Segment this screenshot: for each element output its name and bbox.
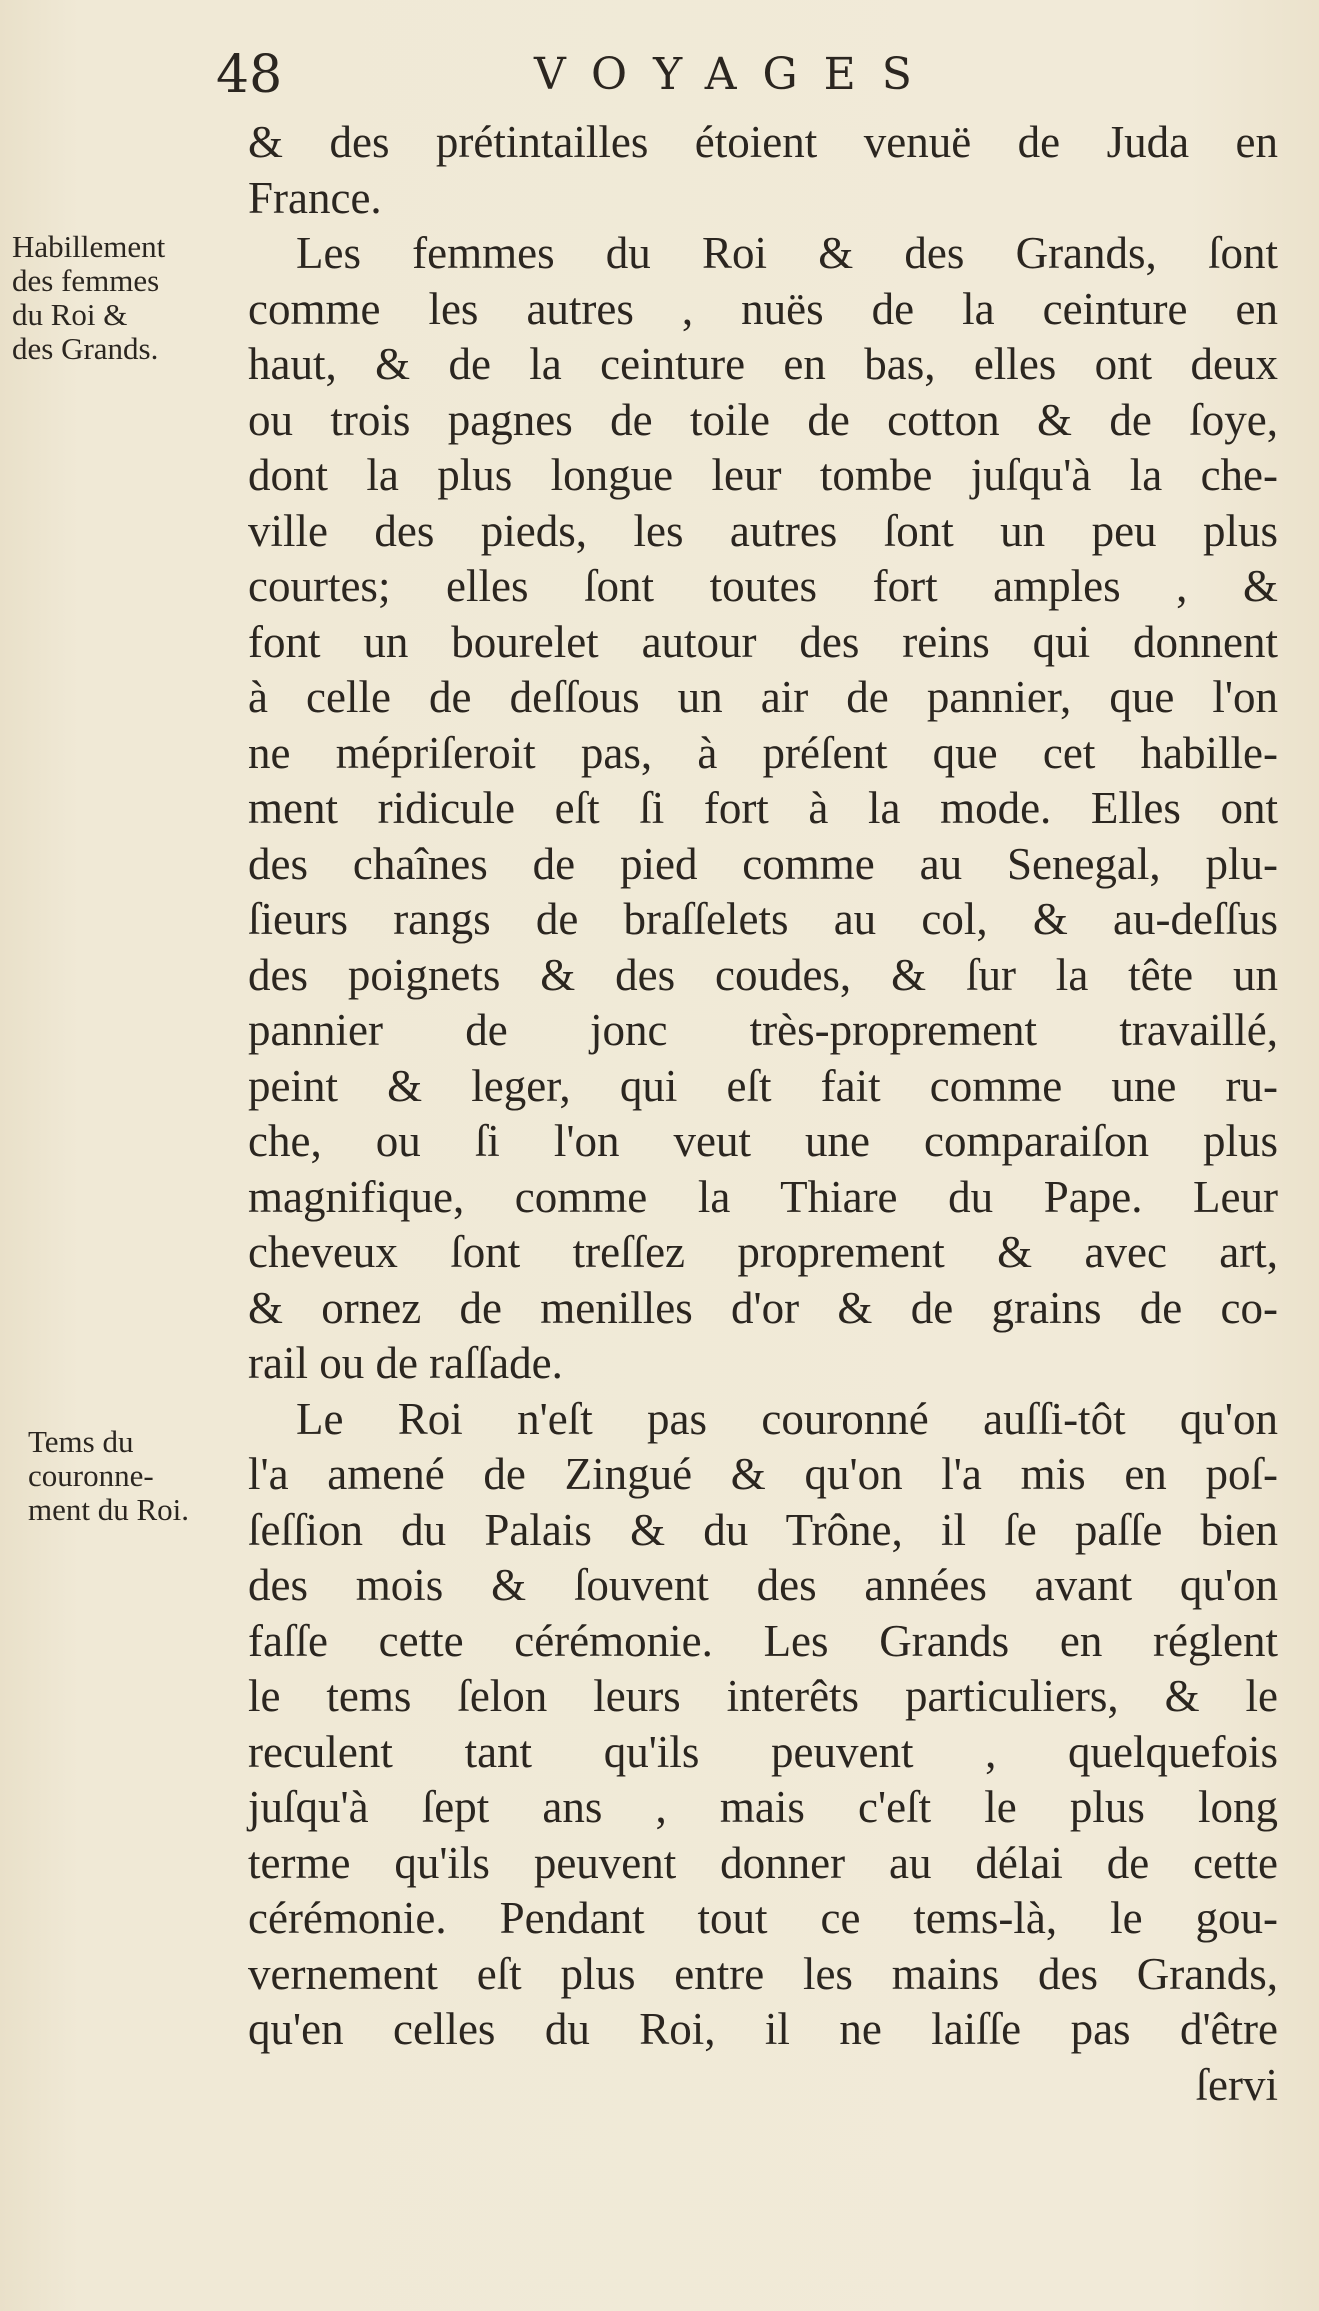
text-line: courtes; elles ſont toutes fort amples , &: [248, 561, 1278, 611]
margin-note-line: couronne-: [28, 1458, 154, 1493]
text-line: rail ou de raſſade.: [248, 1338, 563, 1388]
margin-note-line: Tems du: [28, 1424, 134, 1459]
text-line: haut, & de la ceinture en bas, elles ont deux: [248, 339, 1278, 389]
margin-note-coronation: [28, 1425, 189, 1527]
margin-note-line: ment du Roi.: [28, 1492, 190, 1527]
text-line: peint & leger, qui eſt fait comme une ru-: [248, 1060, 1278, 1111]
text-line: France.: [248, 172, 382, 223]
text-line: cérémonie. Pendant tout ce tems-là, le gou-: [248, 1893, 1278, 1943]
page-header: [216, 40, 976, 110]
text-line: terme qu'ils peuvent donner au délai de cette: [248, 1837, 1278, 1888]
body-text: [248, 115, 1278, 2113]
text-line: ou trois pagnes de toile de cotton & de ſoye,: [248, 394, 1278, 445]
page-number: 48: [216, 45, 283, 105]
text-line: des mois & ſouvent des années avant qu'on: [248, 1560, 1278, 1610]
text-line: des poignets & des coudes, & ſur la tête un: [248, 949, 1278, 1000]
text-line: ne mépriſeroit pas, à préſent que cet habille-: [248, 727, 1278, 778]
text-line: ment ridicule eſt ſi fort à la mode. Elles ont: [248, 783, 1278, 833]
text-line: juſqu'à ſept ans , mais c'eſt le plus long: [248, 1782, 1278, 1832]
text-line: faſſe cette cérémonie. Les Grands en réglent: [248, 1615, 1278, 1666]
catchword: ſervi: [1195, 2059, 1278, 2110]
text-line: dont la plus longue leur tombe juſqu'à la che-: [248, 450, 1278, 500]
text-line: reculent tant qu'ils peuvent , quelquefois: [248, 1726, 1278, 1777]
text-line: vernement eſt plus entre les mains des Grands,: [248, 1948, 1278, 1999]
margin-note-line: Habillement: [12, 229, 166, 264]
text-line: l'a amené de Zingué & qu'on l'a mis en poſ-: [248, 1449, 1278, 1499]
text-line: Le Roi n'eſt pas couronné auſſi-tôt qu'on: [296, 1393, 1278, 1444]
text-line: & des prétintailles étoient venuë de Juda en: [248, 117, 1278, 167]
text-line: ville des pieds, les autres ſont un peu plus: [248, 505, 1278, 556]
text-line: ſieurs rangs de braſſelets au col, & au-deſſus: [248, 894, 1278, 944]
text-line: le tems ſelon leurs interêts particuliers, & le: [248, 1671, 1278, 1721]
text-line: ſeſſion du Palais & du Trône, il ſe paſſe bien: [248, 1504, 1278, 1555]
margin-note-line: des Grands.: [12, 331, 159, 366]
text-line: che, ou ſi l'on veut une comparaiſon plus: [248, 1116, 1278, 1166]
text-line: Les femmes du Roi & des Grands, ſont: [296, 228, 1278, 278]
text-line: comme les autres , nuës de la ceinture en: [248, 283, 1278, 334]
margin-note-line: du Roi &: [12, 297, 128, 332]
text-line: qu'en celles du Roi, il ne laiſſe pas d'être: [248, 2004, 1278, 2054]
running-title: VOYAGES: [534, 49, 938, 100]
text-line: à celle de deſſous un air de pannier, que l'on: [248, 672, 1278, 722]
text-line: font un bourelet autour des reins qui donnent: [248, 616, 1278, 667]
text-line: pannier de jonc très-proprement travaillé,: [248, 1005, 1278, 1055]
text-line: cheveux ſont treſſez proprement & avec art,: [248, 1227, 1278, 1277]
margin-note-line: des femmes: [12, 263, 160, 298]
text-line: & ornez de menilles d'or & de grains de co-: [248, 1282, 1278, 1333]
text-line: magnifique, comme la Thiare du Pape. Leur: [248, 1171, 1278, 1222]
text-line: des chaînes de pied comme au Senegal, plu-: [248, 838, 1278, 889]
margin-note-clothing: [12, 230, 165, 366]
